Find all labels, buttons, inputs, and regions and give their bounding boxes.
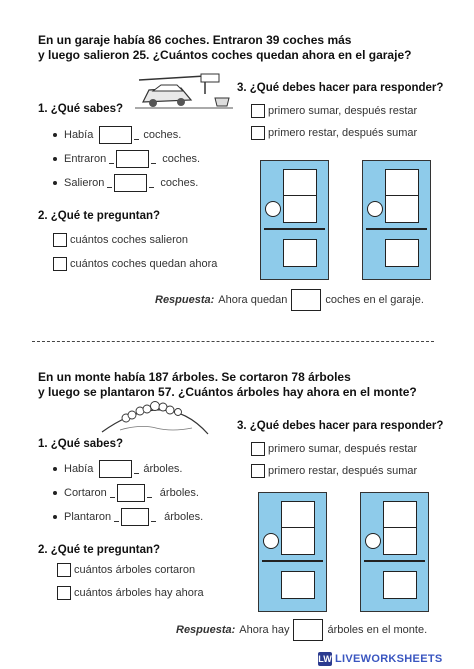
result-input[interactable] <box>281 571 315 599</box>
result-input[interactable] <box>385 239 419 267</box>
problem2-q1-item <box>53 460 183 478</box>
operand-top-input[interactable] <box>385 169 419 197</box>
operator-sign-input[interactable] <box>263 533 279 549</box>
section-divider <box>32 341 434 342</box>
problem2-q2-heading: 2. ¿Qué te preguntan? <box>38 544 161 556</box>
liveworksheets-footer[interactable] <box>318 650 443 667</box>
problem2-operation-box-2 <box>360 492 429 612</box>
answer-blank-input[interactable] <box>99 460 132 478</box>
problem2-q3-option2-checkbox[interactable] <box>251 464 265 478</box>
operand-bottom-input[interactable] <box>281 527 315 555</box>
bullet-icon <box>53 467 57 471</box>
item-label-before: Había <box>64 463 94 475</box>
answer-blank-input[interactable] <box>116 150 149 168</box>
answer-input[interactable] <box>291 289 321 311</box>
item-label-after: árboles. <box>143 463 183 475</box>
problem1-q1-item <box>53 126 181 144</box>
item-label-before: Plantaron <box>64 511 112 523</box>
problem2-q1-item <box>53 508 203 526</box>
operator-sign-input[interactable] <box>367 201 383 217</box>
garage-car-illustration <box>135 72 235 112</box>
problem1-operation-box-2 <box>362 160 431 280</box>
problem1-q2-option2-label: cuántos coches quedan ahora <box>70 258 218 270</box>
liveworksheets-brand: LIVEWORKSHEETS <box>335 652 443 665</box>
item-label-before: Había <box>64 129 94 141</box>
item-label-before: Salieron <box>64 177 105 189</box>
item-label-before: Entraron <box>64 153 107 165</box>
problem1-q2-option1-label: cuántos coches salieron <box>70 234 189 246</box>
answer-blank-input[interactable] <box>121 508 149 526</box>
answer-input[interactable] <box>293 619 323 641</box>
answer-label: Respuesta: <box>155 294 215 306</box>
answer-text-after: árboles en el monte. <box>327 624 428 636</box>
answer-blank-input[interactable] <box>114 174 147 192</box>
operator-sign-input[interactable] <box>265 201 281 217</box>
problem1-q3-option2-label: primero restar, después sumar <box>268 127 418 139</box>
result-line <box>364 560 425 562</box>
problem2-q2-option2-label: cuántos árboles hay ahora <box>74 587 204 599</box>
result-line <box>264 228 325 230</box>
problem1-q3-option1-checkbox[interactable] <box>251 104 265 118</box>
problem2-q3-heading: 3. ¿Qué debes hacer para responder? <box>237 420 444 432</box>
problem2-q1-item <box>53 484 199 502</box>
operator-sign-input[interactable] <box>365 533 381 549</box>
problem1-q2-option1-checkbox[interactable] <box>53 233 67 247</box>
hill-trees-illustration <box>100 398 210 440</box>
answer-text-after: coches en el garaje. <box>325 294 424 306</box>
operand-top-input[interactable] <box>383 501 417 529</box>
problem1-q1-item <box>53 174 198 192</box>
item-label-after: coches. <box>162 153 201 165</box>
result-line <box>366 228 427 230</box>
problem2-q2-option2-checkbox[interactable] <box>57 586 71 600</box>
underline <box>107 178 112 188</box>
answer-text-before: Ahora quedan <box>218 294 288 306</box>
problem1-operation-box-1 <box>260 160 329 280</box>
problem1-q3-option2-checkbox[interactable] <box>251 126 265 140</box>
problem1-statement-line2: y luego salieron 25. ¿Cuántos coches quedan ahora en el garaje? <box>38 48 412 62</box>
item-label-after: coches. <box>160 177 199 189</box>
result-input[interactable] <box>283 239 317 267</box>
underline <box>110 488 115 498</box>
bullet-icon <box>53 157 57 161</box>
liveworksheets-logo-icon: LW <box>318 653 332 664</box>
operand-bottom-input[interactable] <box>283 195 317 223</box>
problem2-q3-option2-label: primero restar, después sumar <box>268 465 418 477</box>
problem2-q3-option1-checkbox[interactable] <box>251 442 265 456</box>
underline <box>134 130 139 140</box>
underline <box>149 178 154 188</box>
answer-blank-input[interactable] <box>99 126 132 144</box>
problem2-operation-box-1 <box>258 492 327 612</box>
problem2-q2-option1-checkbox[interactable] <box>57 563 71 577</box>
answer-label: Respuesta: <box>176 624 236 636</box>
underline <box>147 488 152 498</box>
result-line <box>262 560 323 562</box>
bullet-icon <box>53 133 57 137</box>
problem1-q1-item <box>53 150 200 168</box>
underline <box>151 154 156 164</box>
problem1-q2-option2-checkbox[interactable] <box>53 257 67 271</box>
problem1-q2-heading: 2. ¿Qué te preguntan? <box>38 210 161 222</box>
item-label-after: coches. <box>143 129 182 141</box>
bullet-icon <box>53 515 57 519</box>
bullet-icon <box>53 491 57 495</box>
problem1-q3-heading: 3. ¿Qué debes hacer para responder? <box>237 82 444 94</box>
underline <box>109 154 114 164</box>
operand-bottom-input[interactable] <box>383 527 417 555</box>
problem1-statement-line1: En un garaje había 86 coches. Entraron 39 coches más <box>38 33 352 47</box>
problem2-q1-heading: 1. ¿Qué sabes? <box>38 438 124 450</box>
problem2-statement-line1: En un monte había 187 árboles. Se cortaron 78 árboles <box>38 370 351 384</box>
operand-top-input[interactable] <box>281 501 315 529</box>
operand-bottom-input[interactable] <box>385 195 419 223</box>
item-label-after: árboles. <box>159 487 199 499</box>
problem2-answer-sentence <box>176 619 427 641</box>
answer-blank-input[interactable] <box>117 484 145 502</box>
problem2-q2-option1-label: cuántos árboles cortaron <box>74 564 196 576</box>
answer-text-before: Ahora hay <box>239 624 290 636</box>
bullet-icon <box>53 181 57 185</box>
item-label-after: árboles. <box>164 511 204 523</box>
item-label-before: Cortaron <box>64 487 107 499</box>
underline <box>114 512 119 522</box>
problem2-statement-line2: y luego se plantaron 57. ¿Cuántos árboles hay ahora en el monte? <box>38 385 417 399</box>
underline <box>151 512 156 522</box>
underline <box>134 464 139 474</box>
operand-top-input[interactable] <box>283 169 317 197</box>
problem2-q3-option1-label: primero sumar, después restar <box>268 443 418 455</box>
problem1-q3-option1-label: primero sumar, después restar <box>268 105 418 117</box>
problem1-answer-sentence <box>155 289 424 311</box>
problem1-q1-heading: 1. ¿Qué sabes? <box>38 103 124 115</box>
result-input[interactable] <box>383 571 417 599</box>
